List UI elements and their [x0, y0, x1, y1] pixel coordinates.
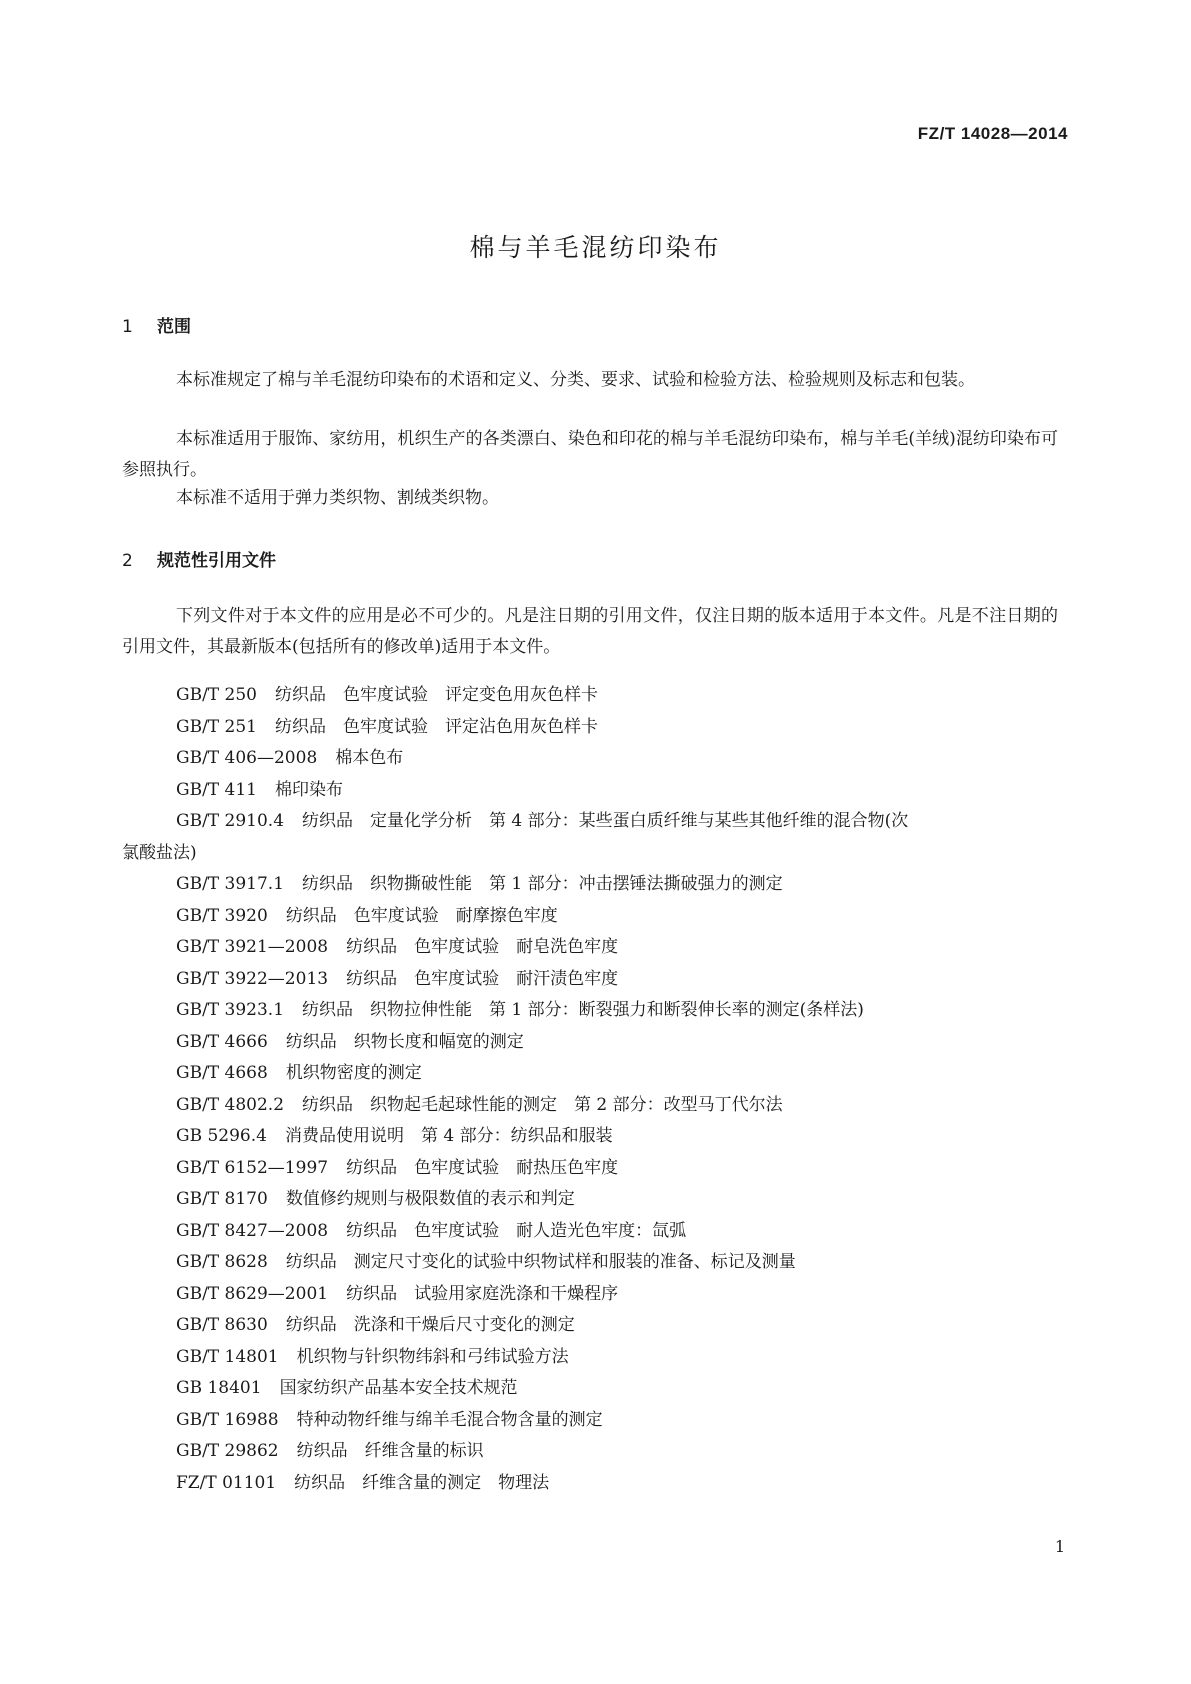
list-item — [176, 901, 1058, 933]
reference-code: GB/T 8629—2001 — [176, 1283, 329, 1304]
list-item — [176, 775, 1058, 807]
list-item — [176, 680, 1058, 712]
section-number: 1 — [122, 317, 133, 337]
list-item — [176, 995, 1058, 1027]
list-item — [176, 1342, 1058, 1374]
section-title: 范围 — [157, 317, 191, 337]
list-item — [176, 1436, 1058, 1468]
paragraph: 本标准规定了棉与羊毛混纺印染布的术语和定义、分类、要求、试验和检验方法、检验规则及标志和包装。 — [176, 370, 975, 390]
reference-title: 棉印染布 — [275, 779, 343, 800]
section-title: 规范性引用文件 — [157, 551, 276, 571]
reference-title: 国家纺织产品基本安全技术规范 — [279, 1378, 518, 1398]
reference-code: GB/T 3922—2013 — [176, 968, 329, 989]
reference-code: GB/T 411 — [176, 779, 257, 800]
reference-code: GB/T 406—2008 — [176, 748, 318, 768]
reference-title: 纺织品 纤维含量的标识 — [296, 1441, 484, 1461]
reference-title: 纺织品 色牢度试验 耐皂洗色牢度 — [346, 937, 619, 957]
reference-title: 纺织品 纤维含量的测定 物理法 — [294, 1472, 550, 1493]
list-item — [176, 1310, 1058, 1342]
reference-title: 纺织品 测定尺寸变化的试验中织物试样和服装的准备、标记及测量 — [285, 1252, 796, 1272]
list-item — [176, 1373, 1058, 1405]
reference-code: GB/T 8427—2008 — [176, 1220, 329, 1241]
reference-title: 纺织品 织物长度和幅宽的测定 — [285, 1031, 524, 1052]
list-item — [176, 1027, 1058, 1059]
list-item — [176, 1247, 1058, 1279]
reference-code: GB 5296.4 — [176, 1126, 267, 1146]
reference-code: GB 18401 — [176, 1378, 262, 1398]
section-number: 2 — [122, 551, 133, 571]
list-item — [176, 1184, 1058, 1216]
paragraph: 下列文件对于本文件的应用是必不可少的。凡是注日期的引用文件，仅注日期的版本适用于本文件。凡是不注日期的引用文件，其最新版本(包括所有的修改单)适用于本文件。 — [122, 606, 1058, 657]
list-item — [176, 1405, 1058, 1437]
reference-title: 消费品使用说明 第 4 部分：纺织品和服装 — [284, 1126, 613, 1146]
reference-code: GB/T 251 — [176, 716, 257, 737]
reference-code: GB/T 8630 — [176, 1315, 268, 1335]
reference-code: GB/T 3920 — [176, 905, 268, 926]
list-item-continuation — [122, 838, 1058, 870]
reference-title: 纺织品 定量化学分析 第 4 部分：某些蛋白质纤维与某些其他纤维的混合物(次 — [302, 811, 909, 831]
reference-code: GB/T 16988 — [176, 1409, 279, 1430]
reference-title: 棉本色布 — [335, 748, 404, 768]
reference-title: 纺织品 织物起毛起球性能的测定 第 2 部分：改型马丁代尔法 — [302, 1094, 783, 1115]
list-item — [176, 964, 1058, 996]
reference-code: GB/T 3921—2008 — [176, 937, 329, 957]
reference-title: 纺织品 色牢度试验 评定沾色用灰色样卡 — [275, 716, 598, 737]
reference-title: 纺织品 织物拉伸性能 第 1 部分：断裂强力和断裂伸长率的测定(条样法) — [302, 1000, 864, 1020]
paragraph: 本标准适用于服饰、家纺用，机织生产的各类漂白、染色和印花的棉与羊毛混纺印染布，棉与羊毛(羊绒)混纺印染布可参照执行。 — [122, 429, 1058, 480]
reference-code: FZ/T 01101 — [176, 1472, 277, 1493]
list-item — [176, 1216, 1058, 1248]
list-item — [176, 1279, 1058, 1311]
reference-title: 纺织品 色牢度试验 耐汗渍色牢度 — [346, 968, 619, 989]
reference-code: GB/T 29862 — [176, 1441, 279, 1461]
reference-code: GB/T 4802.2 — [176, 1094, 285, 1115]
page-number: 1 — [1054, 1537, 1065, 1556]
paragraph: 本标准不适用于弹力类织物、割绒类织物。 — [176, 488, 499, 508]
reference-title: 特种动物纤维与绵羊毛混合物含量的测定 — [296, 1409, 603, 1430]
document-title: 棉与羊毛混纺印染布 — [469, 233, 722, 262]
section-heading-normative-references — [122, 546, 276, 571]
list-item — [176, 932, 1058, 964]
list-item — [176, 869, 1058, 901]
list-item — [176, 806, 1058, 838]
reference-title: 纺织品 织物撕破性能 第 1 部分：冲击摆锤法撕破强力的测定 — [302, 874, 783, 894]
reference-code: GB/T 3917.1 — [176, 874, 285, 894]
reference-title: 机织物密度的测定 — [285, 1063, 422, 1083]
reference-code: GB/T 6152—1997 — [176, 1157, 329, 1178]
list-item — [176, 743, 1058, 775]
reference-code: GB/T 14801 — [176, 1346, 279, 1367]
reference-title: 数值修约规则与极限数值的表示和判定 — [285, 1189, 575, 1209]
reference-title: 纺织品 洗涤和干燥后尺寸变化的测定 — [285, 1315, 575, 1335]
reference-title-continuation: 氯酸盐法) — [122, 842, 197, 863]
reference-title: 纺织品 色牢度试验 耐人造光色牢度：氙弧 — [346, 1220, 687, 1241]
reference-code: GB/T 4668 — [176, 1063, 268, 1083]
standard-code: FZ/T 14028—2014 — [917, 124, 1068, 143]
list-item — [176, 1153, 1058, 1185]
list-item — [176, 1121, 1058, 1153]
reference-code: GB/T 8628 — [176, 1252, 268, 1272]
list-item — [176, 1090, 1058, 1122]
reference-list — [122, 680, 1058, 1499]
list-item — [176, 1468, 1058, 1500]
reference-title: 纺织品 试验用家庭洗涤和干燥程序 — [346, 1283, 619, 1304]
reference-code: GB/T 250 — [176, 685, 257, 705]
list-item — [176, 1058, 1058, 1090]
reference-code: GB/T 8170 — [176, 1189, 268, 1209]
reference-code: GB/T 3923.1 — [176, 1000, 285, 1020]
reference-title: 纺织品 色牢度试验 耐热压色牢度 — [346, 1157, 619, 1178]
reference-title: 机织物与针织物纬斜和弓纬试验方法 — [296, 1346, 569, 1367]
list-item — [176, 712, 1058, 744]
section-heading-scope — [122, 312, 191, 337]
reference-code: GB/T 2910.4 — [176, 811, 285, 831]
reference-title: 纺织品 色牢度试验 耐摩擦色牢度 — [285, 905, 558, 926]
reference-title: 纺织品 色牢度试验 评定变色用灰色样卡 — [275, 685, 598, 705]
reference-code: GB/T 4666 — [176, 1031, 268, 1052]
